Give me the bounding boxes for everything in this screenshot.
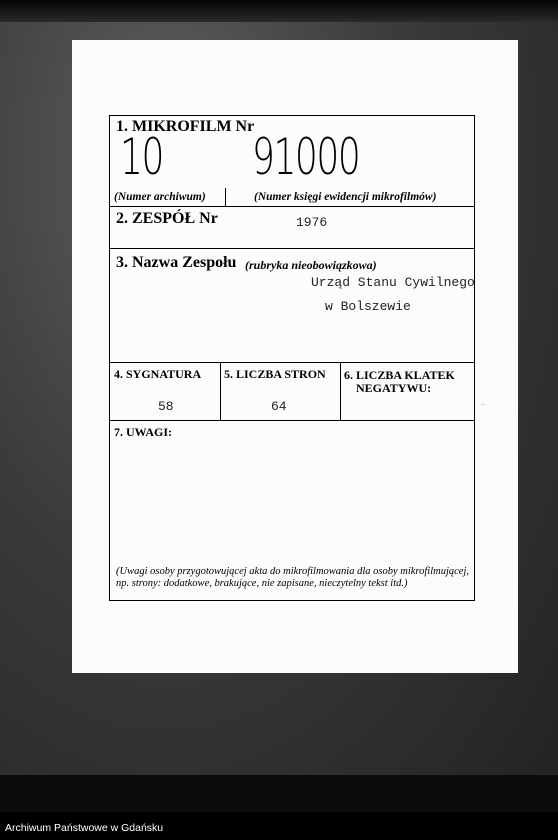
remarks-footnote-line1: (Uwagi osoby przygotowującej akta do mikrofilmowania dla osoby mikrofilmującej, [116, 566, 469, 577]
col-divider-1 [220, 362, 221, 420]
section5-label: 5. LICZBA STRON [224, 367, 326, 381]
archive-number-handwritten: 10 [120, 128, 163, 186]
section3-note: (rubryka nieobowiązkowa) [245, 258, 377, 272]
section6-label-line2: NEGATYWU: [356, 381, 432, 395]
section6-label-line1: 6. LICZBA KLATEK [344, 368, 455, 382]
divider-3 [110, 362, 474, 363]
page-count-value: 64 [271, 399, 287, 414]
divider-4 [110, 420, 474, 421]
signature-value: 58 [158, 399, 174, 414]
scan-artifact-mark [481, 404, 485, 405]
microfilm-record-form [109, 115, 475, 601]
caption-divider [225, 188, 226, 206]
fonds-name-line2: w Bolszewie [325, 299, 411, 314]
archive-number-caption: (Numer archiwum) [114, 191, 206, 203]
section4-label: 4. SYGNATURA [114, 367, 202, 381]
register-number-caption: (Numer księgi ewidencji mikrofilmów) [254, 191, 437, 203]
film-top-edge [0, 0, 558, 22]
section1-label: 1. MIKROFILM Nr [116, 118, 255, 135]
register-number-handwritten: 91000 [252, 128, 360, 186]
film-bottom-edge [0, 775, 558, 812]
section3-label: 3. Nazwa Zespołu [116, 254, 237, 271]
archive-institution-footer: Archiwum Państwowe w Gdańsku [5, 822, 164, 834]
section7-label: 7. UWAGI: [114, 425, 173, 439]
fonds-number-value: 1976 [296, 215, 328, 230]
remarks-footnote-line2: np. strony: dodatkowe, brakujące, nie zapisane, nieczytelny tekst itd.) [116, 578, 408, 589]
fonds-name-line1: Urząd Stanu Cywilnego [311, 275, 475, 290]
divider-2 [110, 248, 474, 249]
col-divider-2 [340, 362, 341, 420]
divider-1 [110, 206, 474, 207]
section2-label: 2. ZESPÓŁ Nr [116, 210, 218, 227]
